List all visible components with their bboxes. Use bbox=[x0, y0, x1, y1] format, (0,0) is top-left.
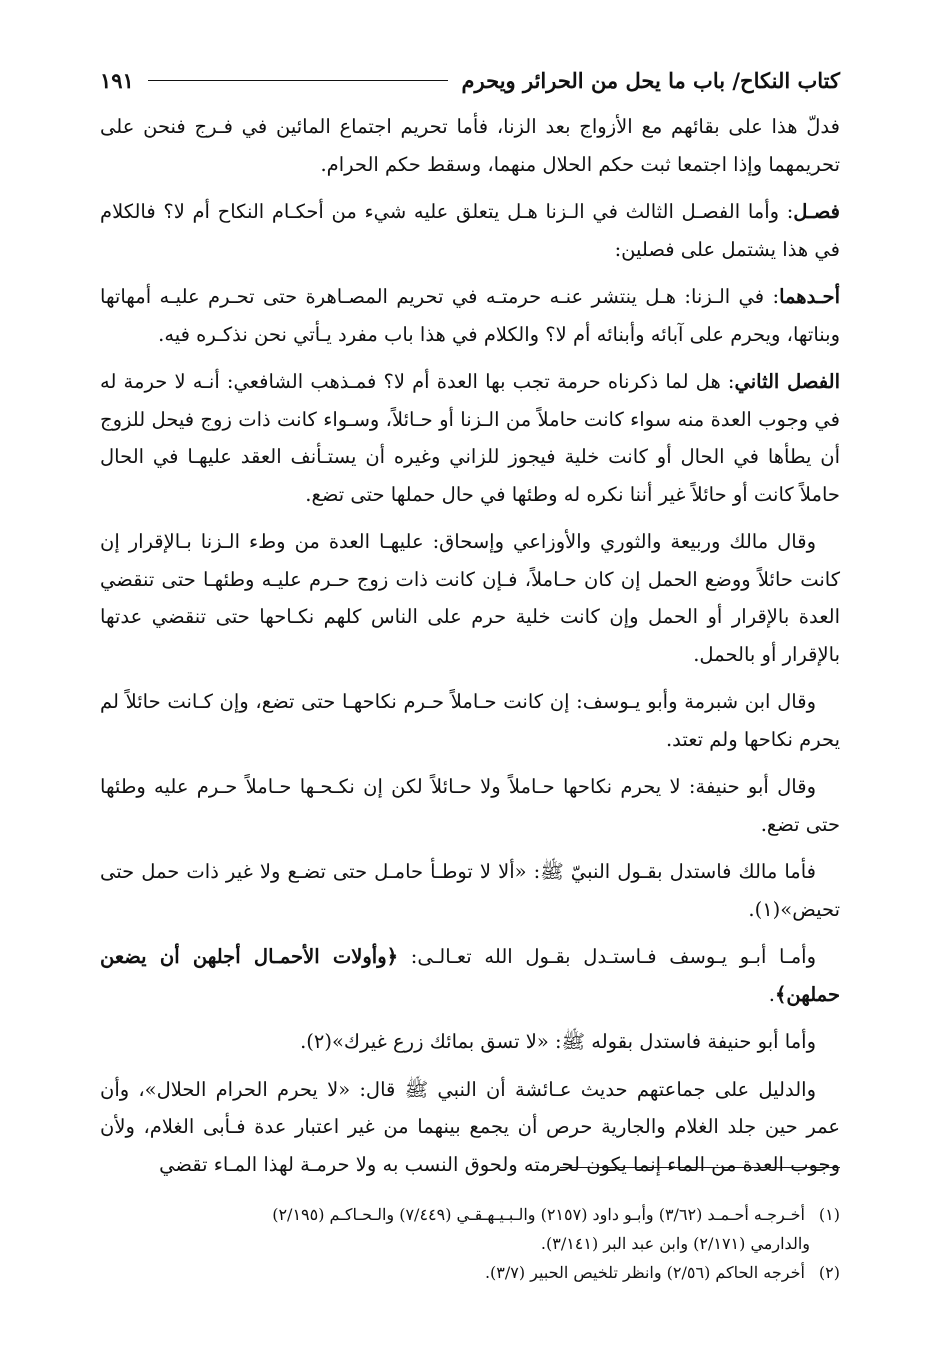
footnote bbox=[100, 1200, 840, 1229]
paragraph bbox=[100, 523, 840, 673]
paragraph bbox=[100, 278, 840, 353]
footnote-continuation: والدارمي (٢/١٧١) وابن عبد البر (٣/١٤١). bbox=[540, 1234, 810, 1253]
section-lead: الفصل الثاني bbox=[734, 370, 840, 393]
running-title: كتاب النكاح/ باب ما يحل من الحرائر ويحرم bbox=[461, 67, 840, 93]
paragraph-text: : وأما الفصـل الثالث في الـزنا هـل يتعلق عليه شيء من أحكـام النكاح أم لا؟ فالكلام في هذا يشتمل على فصلين: bbox=[100, 200, 840, 261]
footnote-number: (٢) bbox=[818, 1263, 840, 1282]
paragraph-text: وقال مالك وربيعة والثوري والأوزاعي وإسحاق: عليهـا العدة من وطء الـزنا بـالإقرار إن كانت حائلاً ووضع الحمل إن كان حـاملاً، فـإن كانت ذات زوج حـرم عليـه وطئهـا حتى تنقضي العدة بالإقرار أو الحمل وإن كانت خلية حرم على الناس كلهم نكـاحها حتى تنقضي عدتها بالإقرار أو بالحمل. bbox=[100, 530, 840, 666]
paragraph bbox=[100, 363, 840, 513]
paragraph-text: : هل لما ذكرناه حرمة تجب بها العدة أم لا؟ فمـذهب الشافعي: أنـه لا حرمة له في وجوب العدة منه سواء كانت حاملاً من الـزنا أو حـائلاً، وسـواء كانت ذات زوج فيحل للزوج أن يطأها في الحال أو كانت خلية فيجوز للزاني وغيره أن يستـأنف العقد عليهـا في الحال حاملاً كانت أو حائلاً غير أننا نكره له وطئها في حال حملها حتى تضع. bbox=[100, 370, 840, 506]
header-rule bbox=[148, 80, 448, 81]
section-lead: أحـدهما bbox=[779, 285, 840, 308]
footnote bbox=[100, 1258, 840, 1287]
body-text bbox=[100, 108, 840, 1183]
footnote-rule bbox=[560, 1167, 840, 1168]
paragraph bbox=[100, 853, 840, 928]
book-page bbox=[100, 60, 840, 1193]
paragraph bbox=[100, 1023, 840, 1061]
footnote-text: أخرجه الحاكم (٢/٥٦) وانظر تلخيص الحبير (٣/٧). bbox=[484, 1263, 805, 1282]
page-number: ١٩١ bbox=[100, 67, 134, 93]
paragraph bbox=[100, 193, 840, 268]
paragraph-text: : في الـزنا: هـل ينتشر عنـه حرمتـه في تحريم المصـاهرة حتى تحـرم عليـه أمهاتها وبناتها، ويحرم على آبائه وأبنائه أم لا؟ والكلام في هذا باب مفرد يـأتي نحن نذكـره فيه. bbox=[100, 285, 840, 346]
paragraph-text: وقال ابن شبرمة وأبو يـوسف: إن كانت حـاملاً حـرم نكاحهـا حتى تضع، وإن كـانت حائلاً لم يحرم نكاحها ولم تعتد. bbox=[100, 690, 840, 751]
paragraph bbox=[100, 768, 840, 843]
section-lead: فصـل bbox=[793, 200, 840, 223]
paragraph bbox=[100, 938, 840, 1013]
paragraph bbox=[100, 108, 840, 183]
paragraph-text: وقال أبو حنيفة: لا يحرم نكاحها حـاملاً ولا حـائلاً لكن إن نكـحـها حـاملاً حـرم عليه وطئها حتى تضع. bbox=[100, 775, 840, 836]
paragraph-text: . bbox=[768, 982, 775, 1006]
paragraph bbox=[100, 683, 840, 758]
footnote-text: أخـرجـه أحـمـد (٣/٦٢) وأبـو داود (٢١٥٧) والـبـيـهـقـي (٧/٤٤٩) والـحـاكـم (٢/١٩٥) bbox=[272, 1205, 805, 1224]
paragraph-text: فأما مالك فاستدل بقـول النبيّ ﷺ: «ألا لا توطـأ حامـل حتى تضـع ولا غير ذات حمل حتى تحيض»(١). bbox=[100, 860, 840, 921]
paragraph-text: فدلّ هذا على بقائهم مع الأزواج بعد الزنا، فأما تحريم اجتماع المائين في فـرج فنحن على تحريمهما وإذا اجتمعا ثبت حكم الحلال منهما، وسقط حكم الحرام. bbox=[100, 115, 840, 176]
page-header bbox=[100, 60, 840, 100]
footnote-number: (١) bbox=[818, 1205, 840, 1224]
paragraph-text: وأما أبو حنيفة فاستدل بقوله ﷺ: «لا تسق بمائك زرع غيرك»(٢). bbox=[300, 1030, 816, 1053]
footnotes bbox=[100, 1200, 840, 1287]
paragraph-text: وأمـا أبـو يـوسف فـاستـدل بقـول الله تعـالـى: bbox=[398, 945, 816, 968]
quran-verse: ﴿وأولات الأحمـال أجلهن أن يضعن حملهن﴾ bbox=[100, 945, 840, 1006]
paragraph-text: والدليل على جماعتهم حديث عـائشة أن النبي ﷺ قال: «لا يحرم الحرام الحلال»، وأن عمر حين جلد الغلام والجارية حرص أن يجمع بينهما من غير اعتبار عدة فـأبى الغلام، ولأن وجوب العدة من الماء إنما يكون لحرمته ولحوق النسب به ولا حرمـة لهذا المـاء تقضي bbox=[100, 1077, 840, 1176]
